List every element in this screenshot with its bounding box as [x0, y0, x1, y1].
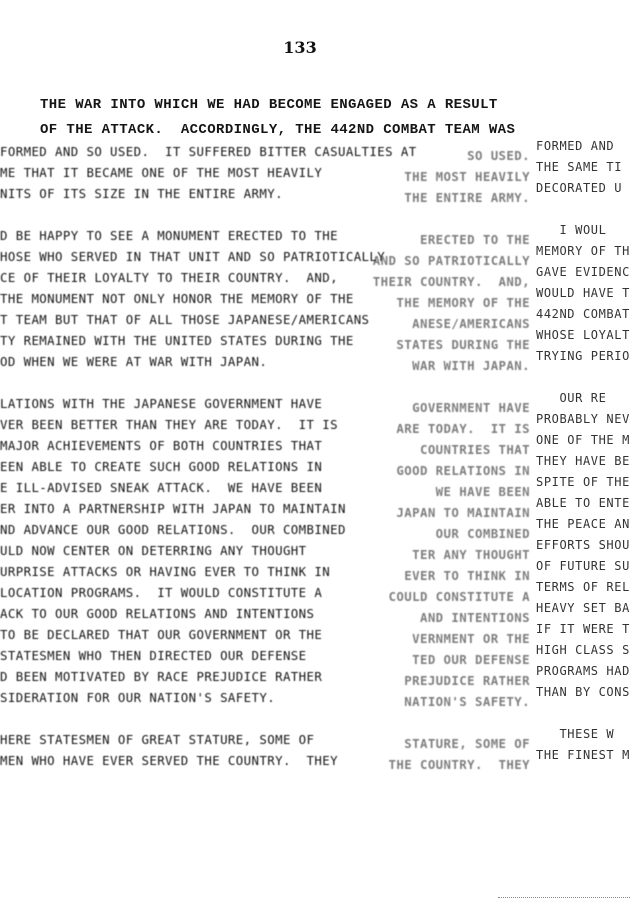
margin-line: 442ND COMBAT [536, 308, 630, 320]
margin-line: EFFORTS SHOU [536, 539, 630, 551]
body-line: FORMED AND SO USED. IT SUFFERED BITTER CASUALTIES AT [0, 146, 417, 159]
body-line: TO BE DECLARED THAT OUR GOVERNMENT OR THE [0, 629, 323, 642]
ghost-line: ARE TODAY. IT IS [396, 421, 530, 436]
body-line: ULD NOW CENTER ON DETERRING ANY THOUGHT [0, 545, 307, 558]
margin-line: GAVE EVIDENC [536, 266, 630, 278]
body-line: THE MONUMENT NOT ONLY HONOR THE MEMORY OF THE [0, 293, 354, 306]
body-line: E ILL-ADVISED SNEAK ATTACK. WE HAVE BEEN [0, 482, 323, 495]
ghost-line: TED OUR DEFENSE [412, 652, 530, 667]
ghost-line: ANESE/AMERICANS [412, 316, 530, 331]
margin-line: OF FUTURE SU [536, 560, 630, 572]
ghost-line: ERECTED TO THE [419, 232, 530, 247]
margin-line: I WOUL [536, 224, 607, 236]
ghost-line: THE COUNTRY. THEY [388, 757, 530, 772]
body-line: STATESMEN WHO THEN DIRECTED OUR DEFENSE [0, 650, 307, 663]
margin-line: PROBABLY NEV [536, 413, 630, 425]
page-number: 133 [283, 38, 317, 57]
ghost-line: STATURE, SOME OF [404, 736, 530, 751]
body-line: HOSE WHO SERVED IN THAT UNIT AND SO PATRIOTICALLY [0, 251, 386, 264]
margin-line: THE PEACE AN [536, 518, 630, 530]
ghost-line: THEIR COUNTRY. AND, [372, 274, 530, 289]
ghost-line: SO USED. [467, 148, 530, 163]
margin-line: FORMED AND [536, 140, 615, 152]
ghost-line: STATES DURING THE [396, 337, 530, 352]
margin-line: OUR RE [536, 392, 607, 404]
margin-line: TRYING PERIO [536, 350, 630, 362]
ghost-line: THE MOST HEAVILY [404, 169, 530, 184]
ghost-line: EVER TO THINK IN [404, 568, 530, 583]
margin-line: TERMS OF REL [536, 581, 630, 593]
ghost-line: WAR WITH JAPAN. [412, 358, 530, 373]
ghost-line: NATION'S SAFETY. [404, 694, 530, 709]
ghost-line: THE MEMORY OF THE [396, 295, 530, 310]
margin-line: DECORATED U [536, 182, 623, 194]
body-line: LATIONS WITH THE JAPANESE GOVERNMENT HAVE [0, 398, 323, 411]
body-line: ACK TO OUR GOOD RELATIONS AND INTENTIONS [0, 608, 315, 621]
body-line: VER BEEN BETTER THAN THEY ARE TODAY. IT IS [0, 419, 338, 432]
margin-line: IF IT WERE T [536, 623, 630, 635]
body-line: MAJOR ACHIEVEMENTS OF BOTH COUNTRIES THAT [0, 440, 323, 453]
body-line: T TEAM BUT THAT OF ALL THOSE JAPANESE/AMERICANS [0, 314, 370, 327]
dotted-rule [498, 897, 630, 898]
margin-line: SPITE OF THE [536, 476, 630, 488]
body-line: OD WHEN WE WERE AT WAR WITH JAPAN. [0, 356, 268, 369]
ghost-line: COUNTRIES THAT [419, 442, 530, 457]
margin-line: PROGRAMS HAD [536, 665, 630, 677]
margin-line: ONE OF THE M [536, 434, 630, 446]
body-line: ER INTO A PARTNERSHIP WITH JAPAN TO MAINTAIN [0, 503, 346, 516]
ghost-line: JAPAN TO MAINTAIN [396, 505, 530, 520]
ghost-line: GOOD RELATIONS IN [396, 463, 530, 478]
ghost-line: COULD CONSTITUTE A [388, 589, 530, 604]
body-line: SIDERATION FOR OUR NATION'S SAFETY. [0, 692, 276, 705]
margin-line: ABLE TO ENTE [536, 497, 630, 509]
body-line: LOCATION PROGRAMS. IT WOULD CONSTITUTE A [0, 587, 323, 600]
ghost-line: TER ANY THOUGHT [412, 547, 530, 562]
ghost-line: AND SO PATRIOTICALLY [372, 253, 530, 268]
body-line: ND ADVANCE OUR GOOD RELATIONS. OUR COMBINED [0, 524, 346, 537]
body-line: D BEEN MOTIVATED BY RACE PREJUDICE RATHER [0, 671, 323, 684]
body-line: ME THAT IT BECAME ONE OF THE MOST HEAVILY [0, 167, 323, 180]
margin-line: THAN BY CONS [536, 686, 630, 698]
body-line: NITS OF ITS SIZE IN THE ENTIRE ARMY. [0, 188, 283, 201]
margin-line: THE FINEST M [536, 749, 630, 761]
body-line: HERE STATESMEN OF GREAT STATURE, SOME OF [0, 734, 315, 747]
margin-line: WHOSE LOYALT [536, 329, 630, 341]
margin-line: HIGH CLASS S [536, 644, 630, 656]
body-line: MEN WHO HAVE EVER SERVED THE COUNTRY. THEY [0, 755, 338, 768]
ghost-line: THE ENTIRE ARMY. [404, 190, 530, 205]
margin-line: MEMORY OF TH [536, 245, 630, 257]
margin-line: WOULD HAVE T [536, 287, 630, 299]
ghost-line: VERNMENT OR THE [412, 631, 530, 646]
margin-line: THEY HAVE BE [536, 455, 630, 467]
ghost-line: PREJUDICE RATHER [404, 673, 530, 688]
ghost-line: AND INTENTIONS [419, 610, 530, 625]
ghost-line: OUR COMBINED [435, 526, 530, 541]
body-line: EEN ABLE TO CREATE SUCH GOOD RELATIONS IN [0, 461, 323, 474]
ghost-line: WE HAVE BEEN [435, 484, 530, 499]
body-line: TY REMAINED WITH THE UNITED STATES DURING THE [0, 335, 354, 348]
margin-line: THE SAME TI [536, 161, 623, 173]
margin-line: HEAVY SET BA [536, 602, 630, 614]
body-line-1: THE WAR INTO WHICH WE HAD BECOME ENGAGED AS A RESULT [40, 97, 498, 113]
margin-line: THESE W [536, 728, 615, 740]
ghost-line: GOVERNMENT HAVE [412, 400, 530, 415]
body-line: CE OF THEIR LOYALTY TO THEIR COUNTRY. AND, [0, 272, 338, 285]
body-line-2: OF THE ATTACK. ACCORDINGLY, THE 442ND COMBAT TEAM WAS [40, 122, 516, 138]
body-line: D BE HAPPY TO SEE A MONUMENT ERECTED TO THE [0, 230, 338, 243]
body-line: URPRISE ATTACKS OR HAVING EVER TO THINK IN [0, 566, 331, 579]
